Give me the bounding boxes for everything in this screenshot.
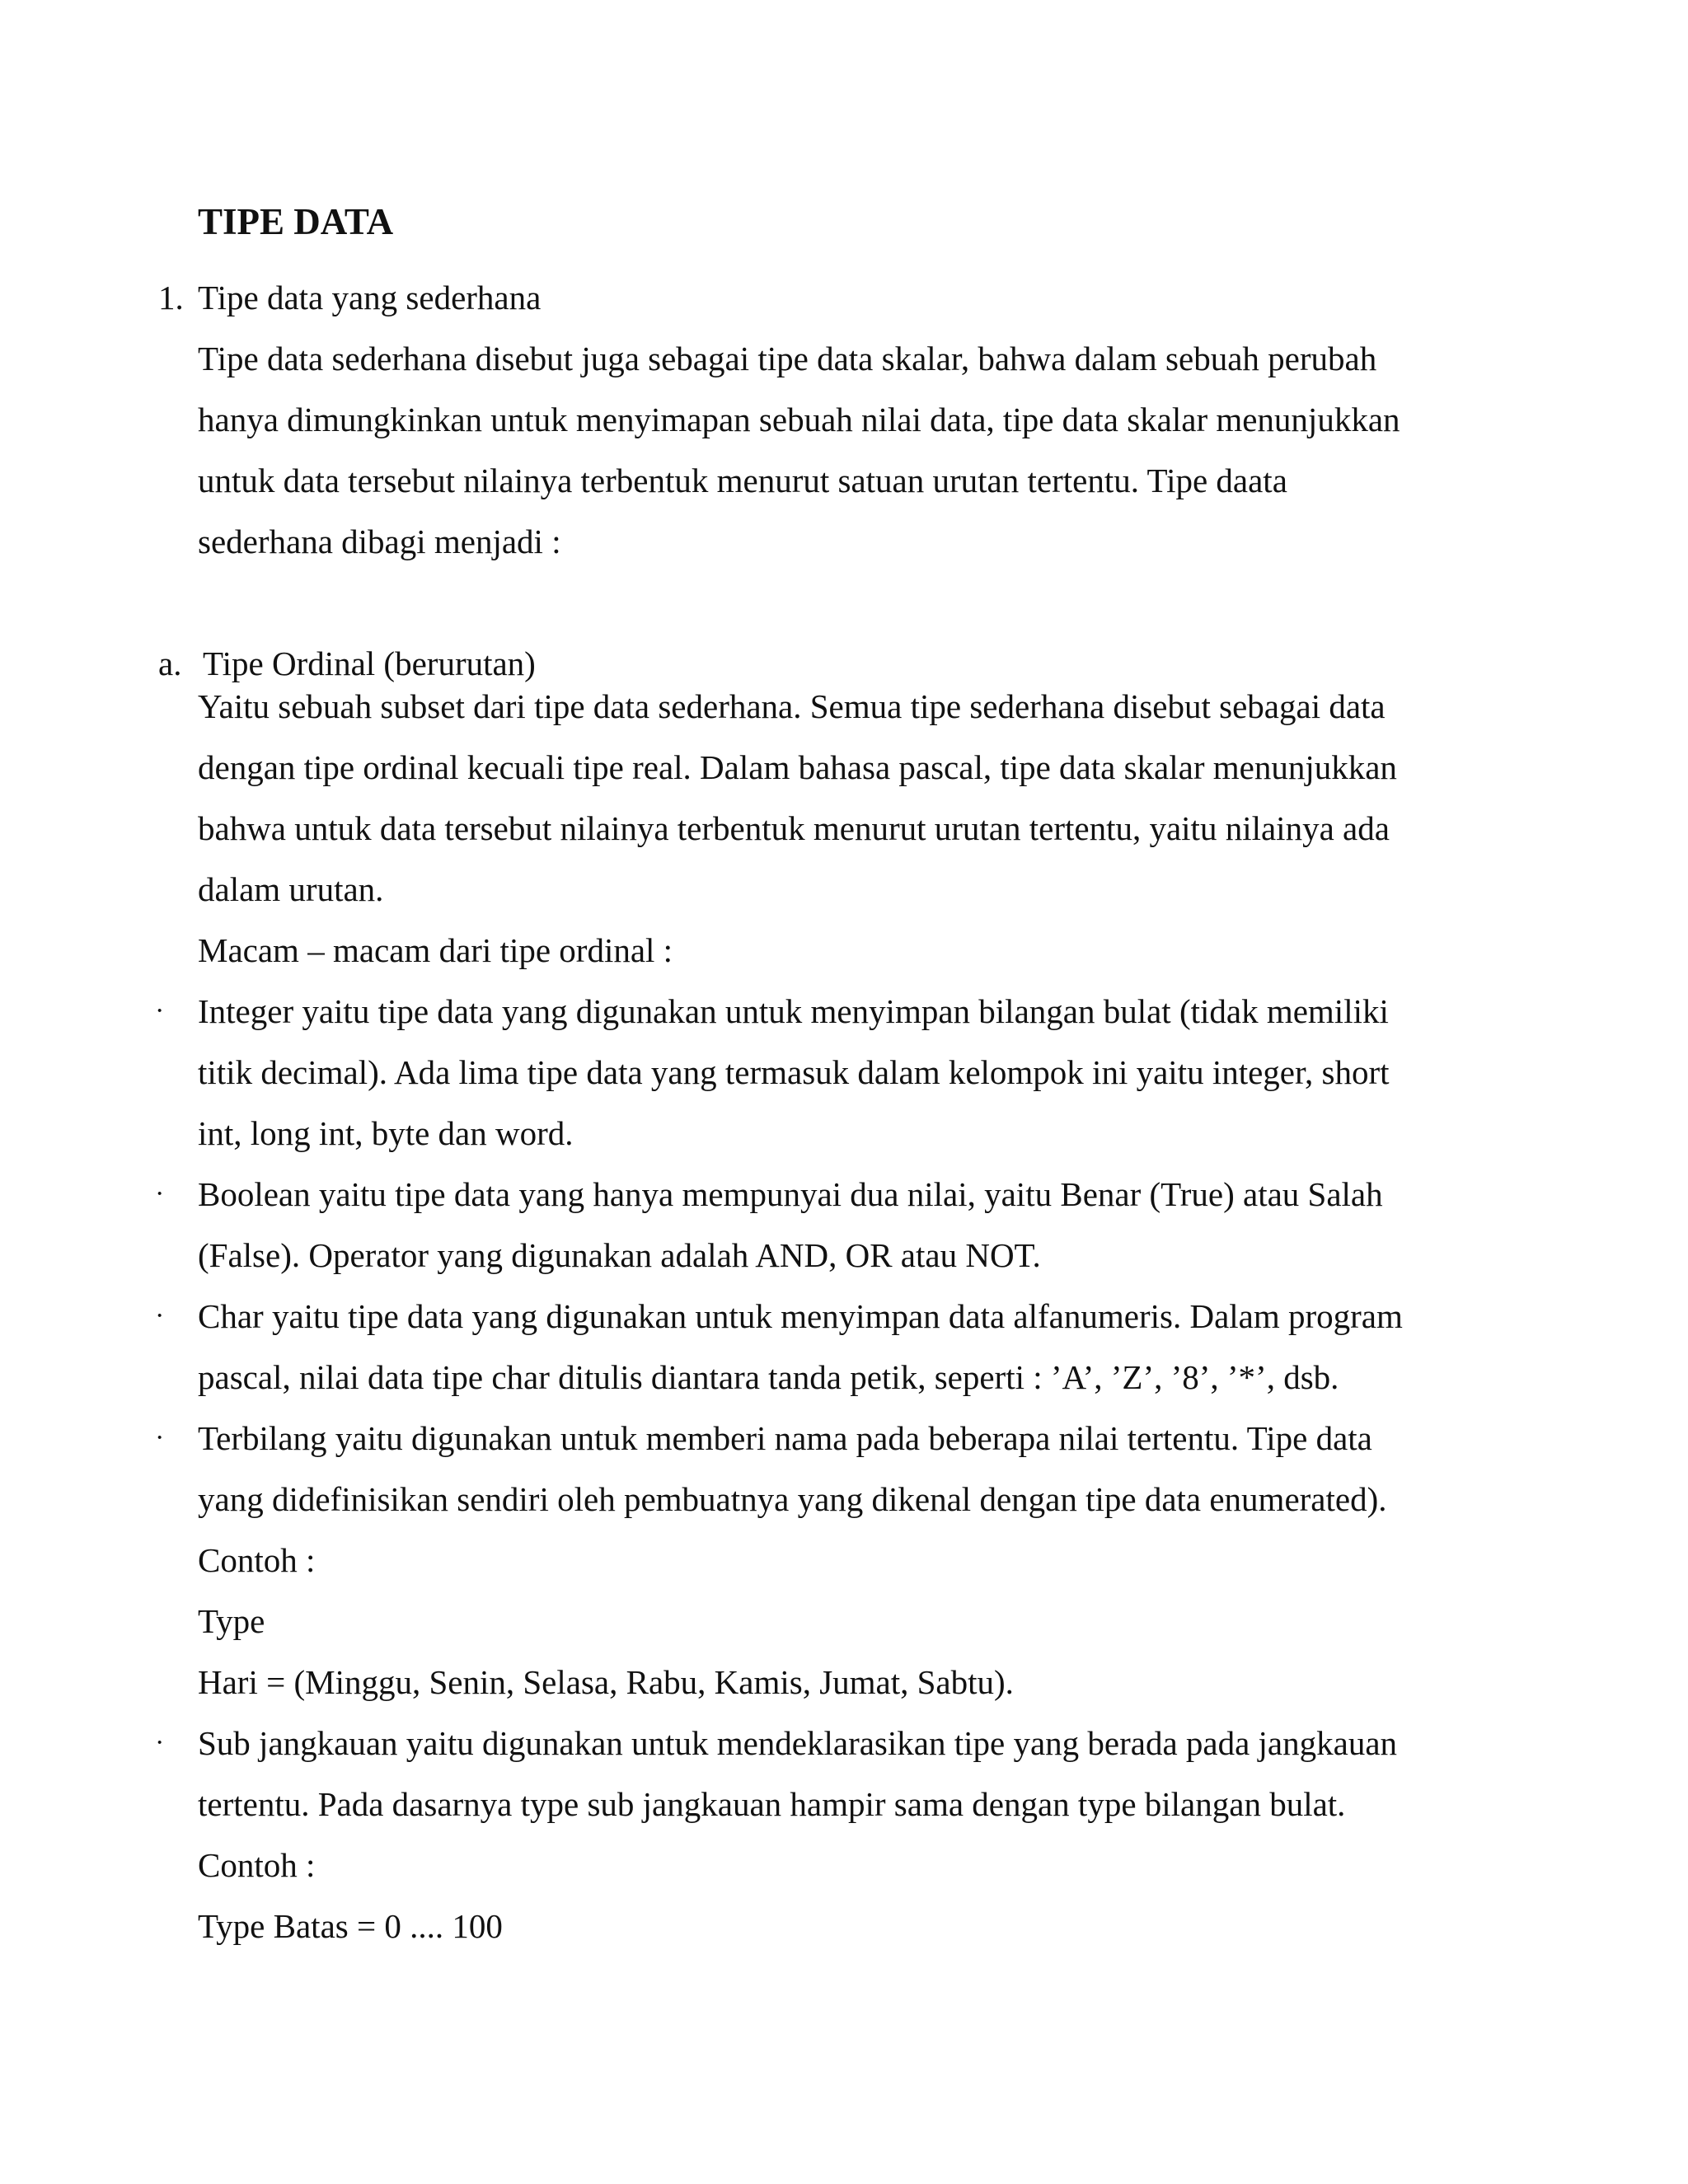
paragraph-line: dalam urutan. [198, 870, 384, 908]
subsection-heading: Tipe Ordinal (berurutan) [203, 644, 536, 682]
bullet-marker: · [155, 1727, 165, 1758]
document-title: TIPE DATA [198, 201, 394, 242]
subsection-letter: a. [158, 644, 182, 682]
paragraph-line: Tipe data sederhana disebut juga sebagai tipe data skalar, bahwa dalam sebuah perubah [198, 340, 1377, 377]
list-item-line: Char yaitu tipe data yang digunakan untuk menyimpan data alfanumeris. Dalam program [198, 1297, 1403, 1335]
section-number: 1. [158, 279, 184, 316]
example-code-line: Type Batas = 0 .... 100 [198, 1907, 503, 1945]
list-item-line: yang didefinisikan sendiri oleh pembuatnya yang dikenal dengan tipe data enumerated). [198, 1480, 1387, 1518]
paragraph-line: hanya dimungkinkan untuk menyimapan sebuah nilai data, tipe data skalar menunjukkan [198, 401, 1400, 438]
list-item-line: int, long int, byte dan word. [198, 1114, 574, 1152]
example-label: Contoh : [198, 1846, 316, 1884]
bullet-marker: · [155, 1422, 165, 1453]
paragraph-line: bahwa untuk data tersebut nilainya terbentuk menurut urutan tertentu, yaitu nilainya ada [198, 809, 1390, 847]
bullet-marker: · [155, 1301, 165, 1331]
list-item-line: Integer yaitu tipe data yang digunakan untuk menyimpan bilangan bulat (tidak memiliki [198, 992, 1389, 1030]
list-item-line: Terbilang yaitu digunakan untuk memberi nama pada beberapa nilai tertentu. Tipe data [198, 1419, 1372, 1457]
paragraph-line: sederhana dibagi menjadi : [198, 523, 561, 560]
section-heading: Tipe data yang sederhana [198, 279, 542, 316]
list-item-line: titik decimal). Ada lima tipe data yang termasuk dalam kelompok ini yaitu integer, short [198, 1053, 1390, 1091]
example-code-line: Type [198, 1602, 265, 1640]
paragraph-line: dengan tipe ordinal kecuali tipe real. Dalam bahasa pascal, tipe data skalar menunjukkan [198, 748, 1397, 786]
example-code-line: Hari = (Minggu, Senin, Selasa, Rabu, Kamis, Jumat, Sabtu). [198, 1663, 1014, 1701]
bullet-marker: · [155, 1179, 165, 1209]
paragraph-line: untuk data tersebut nilainya terbentuk menurut satuan urutan tertentu. Tipe daata [198, 462, 1287, 499]
list-item-line: Sub jangkauan yaitu digunakan untuk mendeklarasikan tipe yang berada pada jangkauan [198, 1724, 1398, 1762]
list-item-line: (False). Operator yang digunakan adalah AND, OR atau NOT. [198, 1236, 1041, 1274]
list-item-line: pascal, nilai data tipe char ditulis diantara tanda petik, seperti : ’A’, ’Z’, ’8’, ’*’, dsb. [198, 1358, 1339, 1396]
list-item-line: tertentu. Pada dasarnya type sub jangkauan hampir sama dengan type bilangan bulat. [198, 1785, 1346, 1823]
paragraph-line: Yaitu sebuah subset dari tipe data sederhana. Semua tipe sederhana disebut sebagai data [198, 687, 1386, 725]
example-label: Contoh : [198, 1541, 316, 1579]
list-item-line: Boolean yaitu tipe data yang hanya mempunyai dua nilai, yaitu Benar (True) atau Salah [198, 1175, 1383, 1213]
bullet-marker: · [155, 996, 165, 1026]
list-intro: Macam – macam dari tipe ordinal : [198, 931, 673, 969]
